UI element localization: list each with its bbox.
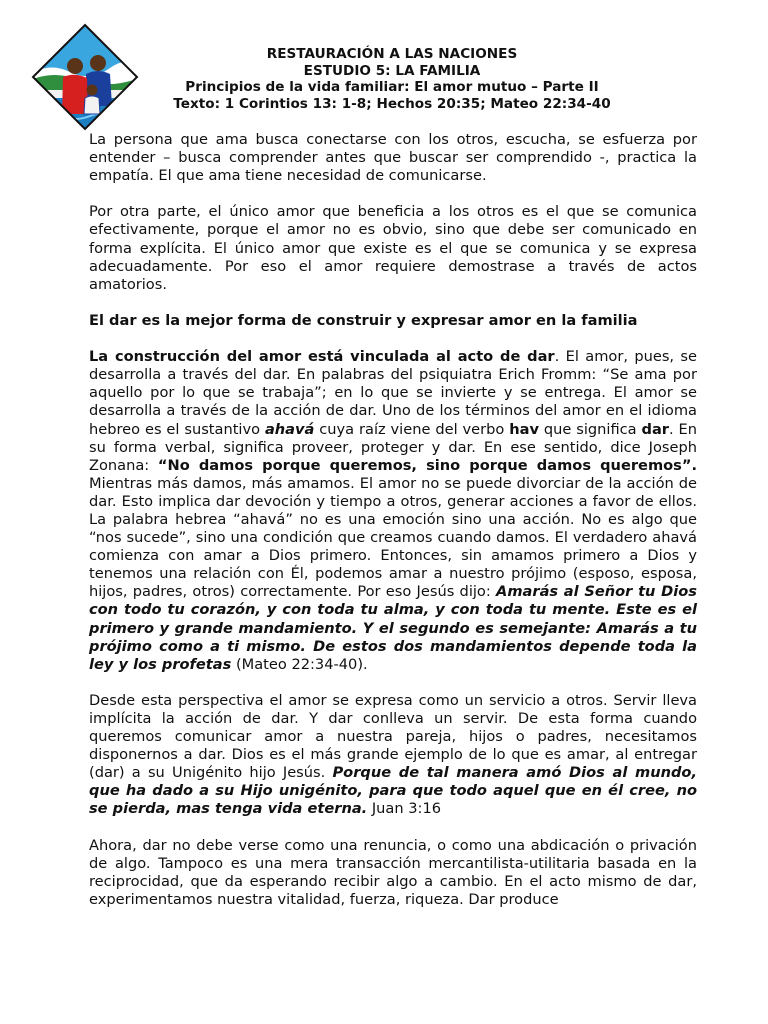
paragraph-2: Por otra parte, el único amor que beneficia a los otros es el que se comunica efectivamente, porque el amor no es obvio, sino que debe ser comunicado en forma explícita. El único amor que existe es el que se comunica y se expresa adecuadamente. Por eso el amor requiere demostrase a través de actos amatorios. bbox=[89, 203, 697, 293]
section-heading: El dar es la mejor forma de construir y expresar amor en la familia bbox=[89, 311, 638, 329]
paragraph-1: La persona que ama busca conectarse con los otros, escucha, se esfuerza por entender – busca comprender antes que buscar ser comprendido -, practica la empatía. El que ama tiene necesidad de comunicarse. bbox=[89, 131, 697, 185]
p4-reference: Juan 3:16 bbox=[367, 800, 442, 818]
p3-reference: (Mateo 22:34-40). bbox=[231, 655, 368, 673]
header-line-topic: Principios de la vida familiar: El amor mutuo – Parte II bbox=[185, 79, 599, 95]
document-header bbox=[150, 46, 634, 112]
paragraph-4 bbox=[89, 692, 697, 819]
p3-quote-zonana: “No damos porque queremos, sino porque damos queremos”. bbox=[157, 456, 697, 474]
p3-text-e: Mientras más damos, más amamos. El amor no se puede divorciar de la acción de dar. Esto implica dar devoción y tiempo a otros, generar acciones a favor de ellos. La palabra hebrea “ahavá” no es una emoción sino una acción. No es algo que “nos sucede”, sino una condición que creamos cuando damos. El verdadero ahavá comienza con amar a Dios primero. Entonces, sin amamos primero a Dios y tenemos una relación con Él, podemos amar a nuestro prójimo (esposo, esposa, hijos, padres, otros) correctamente. Por eso Jesús dijo: bbox=[89, 474, 697, 601]
p3-scripture-quote: Amarás al Señor tu Dios con todo tu corazón, y con toda tu alma, y con toda tu mente. Este es el primero y grande mandamiento. Y el segundo es semejante: Amarás a tu prójimo como a ti mismo. De estos dos mandamientos depende toda la ley y los profetas bbox=[89, 583, 697, 673]
header-line-study: ESTUDIO 5: LA FAMILIA bbox=[303, 62, 481, 79]
p3-term-hav: hav bbox=[509, 420, 539, 438]
p3-text-c: que significa bbox=[538, 420, 642, 438]
family-diamond-logo-icon bbox=[30, 22, 140, 132]
p3-term-dar: dar bbox=[641, 420, 669, 438]
p3-text-d: . En su forma verbal, significa proveer, proteger y dar. En ese sentido, dice Joseph Zonana: bbox=[89, 420, 697, 474]
p4-scripture-quote: Porque de tal manera amó Dios al mundo, que ha dado a su Hijo unigénito, para que todo aquel que en él cree, no se pierda, mas tenga vida eterna. bbox=[89, 764, 697, 818]
document-body bbox=[89, 131, 697, 927]
paragraph-3 bbox=[89, 348, 697, 674]
p3-term-ahava: ahavá bbox=[264, 420, 315, 438]
p3-bold-lead: La construcción del amor está vinculada al acto de dar bbox=[89, 348, 555, 366]
p3-text-b: cuya raíz viene del verbo bbox=[314, 420, 510, 438]
paragraph-5: Ahora, dar no debe verse como una renuncia, o como una abdicación o privación de algo. Tampoco es una mera transacción mercantilista-utilitaria basada en la reciprocidad, que da esperando recibir algo a cambio. En el acto mismo de dar, experimentamos nuestra vitalidad, fuerza, riqueza. Dar produce bbox=[89, 836, 697, 908]
header-line-texts: Texto: 1 Corintios 13: 1-8; Hechos 20:35; Mateo 22:34-40 bbox=[173, 95, 611, 112]
p3-text-a: . El amor, pues, se desarrolla a través del dar. En palabras del psiquiatra Erich Fromm: “Se ama por aquello por lo que se trabaja”; en lo que se invierte y se entrega. El amor se desarrolla a través de la acción de dar. Uno de los términos del amor en el idioma hebreo es el sustantivo bbox=[89, 348, 698, 438]
header-line-organization: RESTAURACIÓN A LAS NACIONES bbox=[266, 46, 518, 62]
p4-text: Desde esta perspectiva el amor se expresa como un servicio a otros. Servir lleva implícita la acción de dar. Y dar conlleva un servir. De esta forma cuando queremos comunicar amor a nuestra pareja, hijos o padres, necesitamos disponernos a dar. Dios es el más grande ejemplo de lo que es amar, al entregar (dar) a su Unigénito hijo Jesús. bbox=[89, 691, 697, 782]
